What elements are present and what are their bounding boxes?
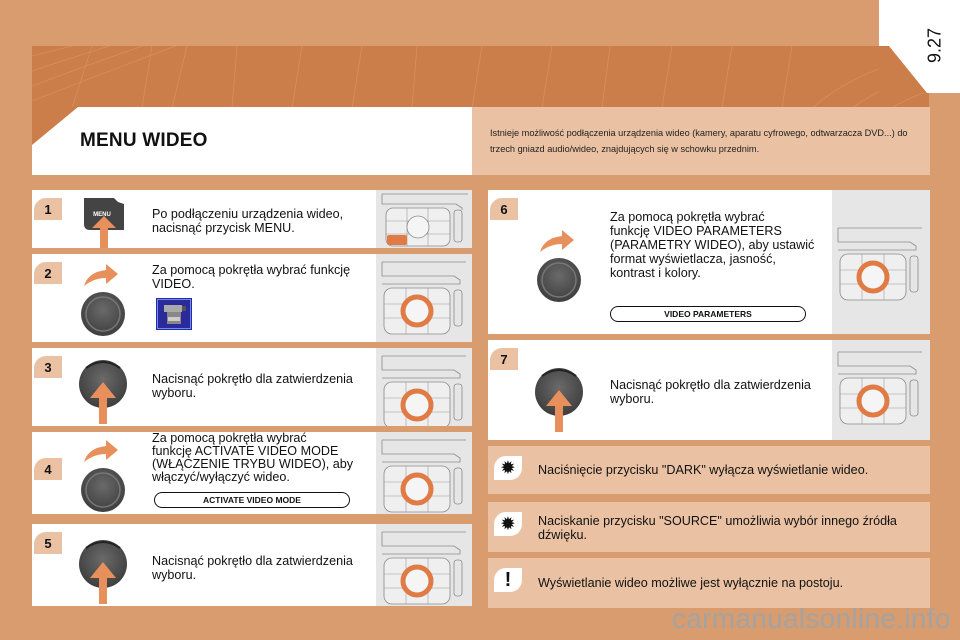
radio-panel-diagram [376, 254, 472, 342]
step-1-text: Po podłączeniu urządzenia wideo, nacisnąć przycisk MENU. [152, 207, 344, 235]
note-text: Naciskanie przycisku "SOURCE" umożliwia wybór innego źródła dźwięku. [538, 514, 897, 542]
rotate-knob-icon [76, 436, 132, 514]
rotate-knob-icon [76, 260, 132, 338]
step-2-text: Za pomocą pokrętła wybrać funkcję VIDEO. [152, 263, 351, 291]
press-knob-icon [76, 534, 132, 606]
note-source-button [488, 502, 930, 552]
video-camera-icon [156, 298, 192, 330]
step-number-badge: 4 [34, 458, 62, 480]
radio-panel-diagram [376, 190, 472, 248]
step-7-text: Nacisnąć pokrętło dla zatwierdzenia wyboru. [610, 378, 811, 406]
note-text: Naciśnięcie przycisku "DARK" wyłącza wyświetlanie wideo. [538, 463, 869, 477]
step-4-text: Za pomocą pokrętła wybrać funkcję ACTIVATE VIDEO MODE (WŁĄCZENIE TRYBU WIDEO), aby włączyć/wyłączyć wideo. [152, 431, 354, 484]
watermark: carmanualsonline.info [672, 603, 951, 634]
step-card-7 [488, 340, 930, 440]
wood-grain-pattern [32, 46, 930, 108]
rotate-knob-icon [532, 226, 588, 304]
step-number-badge: 1 [34, 198, 62, 220]
header-band [32, 46, 930, 108]
title-box-corner [32, 107, 78, 147]
page-number: 9.27 [924, 27, 945, 64]
note-text: Wyświetlanie wideo możliwe jest wyłącznie na postoju. [538, 576, 844, 590]
step-number-badge: 6 [490, 198, 518, 220]
step-5-text: Nacisnąć pokrętło dla zatwierdzenia wyboru. [152, 554, 353, 582]
step-number-badge: 7 [490, 348, 518, 370]
note-dark-button [488, 446, 930, 494]
radio-panel-diagram [376, 348, 472, 426]
note-parking-only [488, 558, 930, 608]
step-card-1 [32, 190, 472, 248]
step-card-2 [32, 254, 472, 342]
step-number-badge: 5 [34, 532, 62, 554]
page-tab-corner [879, 46, 931, 93]
step-card-3 [32, 348, 472, 426]
press-knob-icon [76, 354, 132, 426]
menu-option-activate-video-mode: ACTIVATE VIDEO MODE [154, 492, 350, 508]
tip-lightbulb-icon: ✹ [494, 512, 522, 536]
step-card-4 [32, 432, 472, 514]
radio-panel-diagram [832, 190, 930, 334]
step-number-badge: 2 [34, 262, 62, 284]
page-title: MENU WIDEO [80, 130, 208, 151]
step-number-badge: 3 [34, 356, 62, 378]
radio-panel-diagram [376, 524, 472, 606]
step-3-text: Nacisnąć pokrętło dla zatwierdzenia wyboru. [152, 372, 353, 400]
warning-icon: ! [494, 568, 522, 592]
step-card-5 [32, 524, 472, 606]
intro-text: Istnieje możliwość podłączenia urządzenia wideo (kamery, aparatu cyfrowego, odtwarzacza DVD...) do trzech gniazd audio/wideo, znajdujących się w schowku przednim. [472, 107, 930, 175]
menu-option-video-parameters: VIDEO PARAMETERS [610, 306, 806, 322]
press-knob-icon [532, 362, 588, 434]
step-card-6 [488, 190, 930, 334]
step-6-text: Za pomocą pokrętła wybrać funkcję VIDEO PARAMETERS (PARAMETRY WIDEO), aby ustawić format wyświetlacza, jasność, kontrast i kolory. [610, 210, 815, 280]
right-margin [929, 93, 960, 640]
menu-button-press-icon [82, 196, 126, 250]
radio-panel-diagram [832, 340, 930, 440]
menu-label: MENU [93, 212, 111, 218]
tip-lightbulb-icon: ✹ [494, 456, 522, 480]
radio-panel-diagram [376, 432, 472, 514]
